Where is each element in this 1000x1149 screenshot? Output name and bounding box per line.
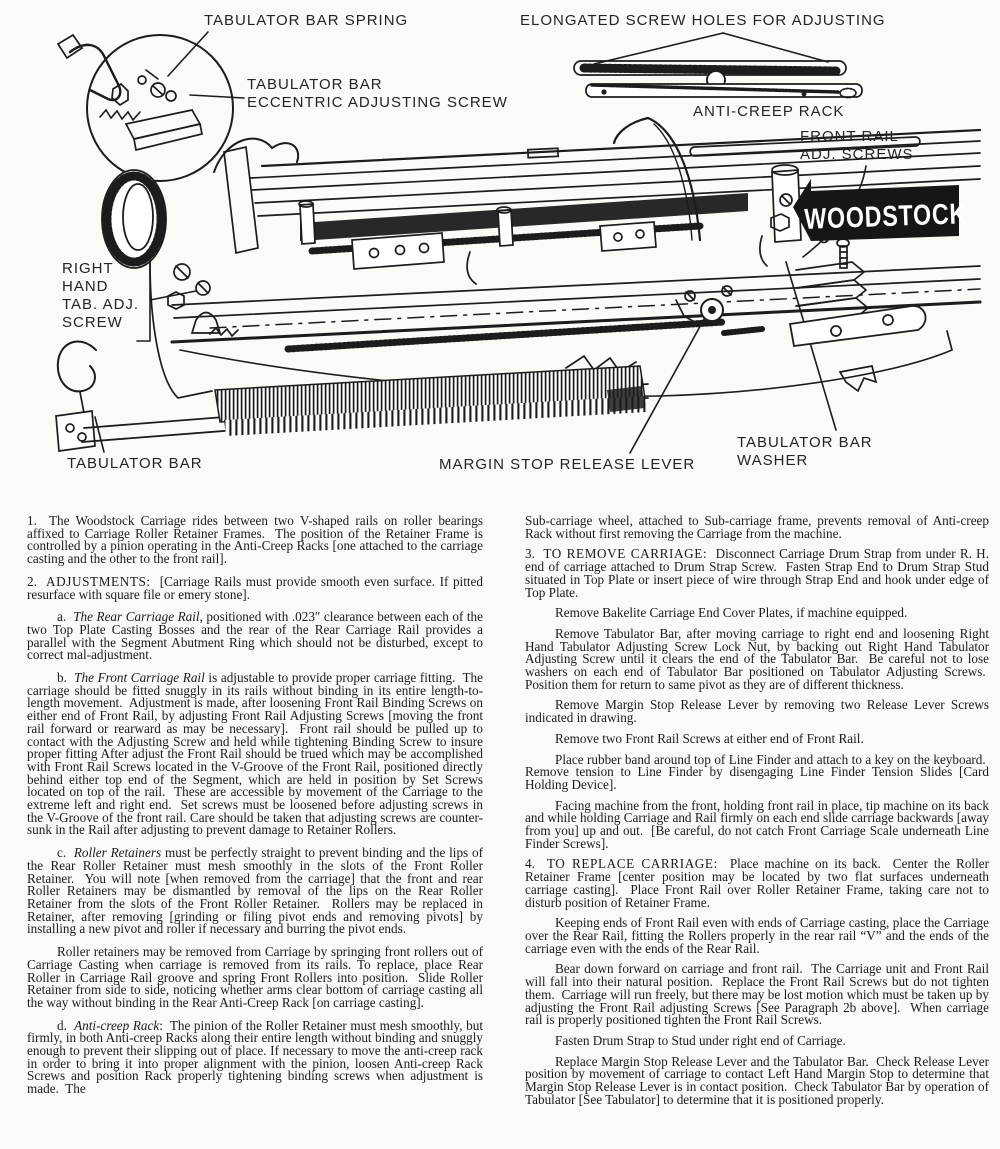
body-text: b. bbox=[57, 670, 75, 686]
paragraph bbox=[27, 573, 483, 602]
body-text: Bear down forward on carriage and front rail. The Carriage unit and Front Rail will fall into their natural position. Replace the Front Rail Screws but do not tighten them. Carriage will run freely, but there may be lost motion which must be taken up by adjusting the Front Rail adjusting Screws [See Paragraph 2b above]. When carriage rail is properly positioned tighten the Front Rail Screws. bbox=[525, 961, 989, 1028]
section-heading: TO REPLACE CARRIAGE: bbox=[546, 856, 718, 872]
paragraph bbox=[525, 1053, 989, 1107]
body-text: Place machine on its back. Center the Roller Retainer Frame [center position may be located by two flat surfaces underneath carriage casting]. Place Front Rail over Roller Retainer Frame, taking care not to disturb position of Retainer Frame. bbox=[525, 856, 989, 910]
label-line: SCREW bbox=[62, 314, 123, 331]
label-line: ECCENTRIC ADJUSTING SCREW bbox=[247, 94, 508, 111]
paragraph bbox=[525, 1032, 989, 1048]
label-line: ADJ. SCREWS bbox=[800, 146, 914, 163]
label-line: WASHER bbox=[737, 452, 809, 469]
paragraph bbox=[525, 699, 989, 724]
label-line: TAB. ADJ. bbox=[62, 296, 140, 313]
body-text: , positioned with .023″ clearance between each of the two Top Plate Casting Bosses and the rear of the Rear Carriage Rail provides a parallel with the Segment Abutment Ring which should not be disturbed, except to correct mal-adjustment. bbox=[27, 609, 483, 663]
paragraph bbox=[27, 611, 483, 662]
italic-term: Roller Retainers bbox=[73, 845, 162, 861]
italic-term: Anti-creep Rack bbox=[74, 1017, 160, 1033]
body-text: Remove two Front Rail Screws at either end of Front Rail. bbox=[555, 730, 864, 746]
body-text: Fasten Drum Strap to Stud under right end of Carriage. bbox=[555, 1032, 846, 1048]
paragraph bbox=[525, 548, 989, 599]
anti-creep-rack-drawing bbox=[574, 61, 862, 98]
label-line: TABULATOR BAR bbox=[247, 76, 383, 93]
body-text: : The pinion of the Roller Retainer must mesh smoothly, but firmly, in both Anti-creep Racks along their entire length without binding and snuggly enough to prevent their slipping out of place. If necessary to move the anti-creep rack in order to bring it into proper alignment with the pinion, loosen Anti-creep Rack Screws and position Rack properly tightening binding screws when adjustment is made. The bbox=[27, 1017, 484, 1097]
body-text: Place rubber band around top of Line Finder and attach to a key on the keyboard. Remove tension to Line Finder by disengaging Line Finder Tension Slides [Card Holding Device]. bbox=[525, 751, 989, 792]
instruction-text bbox=[0, 508, 1000, 1149]
body-text: Remove Bakelite Carriage End Cover Plates, if machine equipped. bbox=[555, 605, 908, 621]
body-text: 4. bbox=[525, 856, 547, 872]
body-text: Disconnect Carriage Drum Strap from under R. H. end of carriage attached to Drum Strap Screw. Fasten Strap End to Drum Strap Stud situated in Top Plate or insert piece of wire through Strap End and hook under edge of Top Plate. bbox=[525, 546, 989, 600]
label-margin-stop-release-lever: MARGIN STOP RELEASE LEVER bbox=[439, 456, 696, 473]
carriage-diagram bbox=[0, 0, 1000, 508]
section-heading: TO REMOVE CARRIAGE: bbox=[543, 546, 708, 562]
label-line: RIGHT bbox=[62, 260, 114, 277]
body-text: c. bbox=[57, 845, 74, 861]
label-anti-creep-rack: ANTI-CREEP RACK bbox=[693, 103, 845, 120]
inset-detail-circle bbox=[58, 35, 233, 181]
label-line: HAND bbox=[62, 278, 109, 295]
paragraph bbox=[525, 917, 989, 955]
label-line: TABULATOR BAR bbox=[737, 434, 873, 451]
paragraph bbox=[27, 1017, 484, 1097]
italic-term: The Front Carriage Rail bbox=[74, 670, 205, 686]
italic-term: The Rear Carriage Rail bbox=[73, 609, 200, 625]
body-text: Keeping ends of Front Rail even with ends of Carriage casting, place the Carriage over the Rear Rail, fitting the Rollers properly in the rear rail “V” and the ends of the carriage even with the ends of the Rear Rail. bbox=[525, 915, 989, 956]
label-line: FRONT RAIL bbox=[800, 128, 899, 145]
left-column bbox=[27, 508, 483, 1149]
label-tabulator-bar-eccentric bbox=[247, 76, 508, 112]
body-text: Facing machine from the front, holding front rail in place, tip machine on its back and while holding Carriage and Rail firmly on each end slide carriage backwards [away from you] up and out. [Be careful, do not catch Front Carriage Scale underneath Line Finder Screws]. bbox=[525, 797, 989, 851]
body-text: 3. bbox=[525, 546, 544, 562]
body-text: a. bbox=[57, 609, 74, 625]
body-text: Remove Tabulator Bar, after moving carriage to right end and loosening Right Hand Tabulator Adjusting Screw Lock Nut, by backing out Right Hand Tabulator Adjusting Screw until it clears the end of the Tabulator Bar. Be careful not to lose washers on each end of Tabulator Bar positioned on Tabulator Adjusting Screws. Position them for return to same pivot as they are of different thickness. bbox=[525, 625, 989, 692]
body-text: [Carriage Rails must provide smooth even surface. If pitted resurface with square file or emery stone]. bbox=[27, 573, 483, 602]
paragraph bbox=[27, 946, 483, 1010]
body-text: d. bbox=[57, 1017, 75, 1033]
label-right-hand-tab-adj-screw bbox=[62, 260, 139, 332]
body-text: Roller retainers may be removed from Carriage by springing front rollers out of Carriage Casting when carriage is removed from its rails. To replace, place Rear Roller in Carriage Rail groove and spring Front Rollers into position. Slide Roller Retainer from side to side, noticing whether arms clear bottom of carriage casting all the way without binding in the Rear Anti-Creep Rack [on carriage casting]. bbox=[27, 944, 483, 1010]
woodstock-brand-label: WOODSTOCK bbox=[803, 196, 968, 236]
body-text: Sub-carriage wheel, attached to Sub-carriage frame, prevents removal of Anti-creep Rack without first removing the Carriage from the machine. bbox=[525, 513, 989, 541]
label-tabulator-bar-washer bbox=[737, 434, 873, 470]
label-elongated-screw-holes: ELONGATED SCREW HOLES FOR ADJUSTING bbox=[520, 12, 886, 29]
machine-body bbox=[56, 118, 980, 451]
paragraph bbox=[525, 625, 989, 692]
margin-rack-comb bbox=[215, 366, 646, 436]
paragraph bbox=[27, 515, 483, 566]
label-front-rail-adj-screws bbox=[800, 128, 914, 164]
paragraph bbox=[525, 797, 989, 851]
body-text: Replace Margin Stop Release Lever and the Tabulator Bar. Check Release Lever position by movement of carriage to contact Left Hand Margin Stop to determine that Margin Stop Release Lever is in contact position. Check Tabulator Bar by operation of Tabulator [See Tabulator] to determine that it is positioned properly. bbox=[525, 1053, 989, 1107]
label-tabulator-bar-spring: TABULATOR BAR SPRING bbox=[204, 12, 409, 29]
paragraph bbox=[525, 963, 989, 1027]
paragraph bbox=[27, 847, 483, 936]
body-text: Remove Margin Stop Release Lever by removing two Release Lever Screws indicated in drawing. bbox=[525, 697, 989, 726]
section-heading: ADJUSTMENTS: bbox=[46, 573, 151, 589]
paragraph bbox=[27, 672, 483, 837]
label-tabulator-bar: TABULATOR BAR bbox=[67, 455, 203, 472]
paragraph bbox=[525, 515, 989, 540]
platen-knob bbox=[102, 170, 166, 268]
right-column bbox=[525, 508, 989, 1149]
body-text: is adjustable to provide proper carriage fitting. The carriage should be fitted snuggly in its rails without binding in its entire length-to-length movement. Adjustment is made, after loosening Front Rail Binding Screws on either end of Front Rail, by adjusting Front Rail Adjusting Screws [moving the front rail forward or rearward as may be necessary]. Front rail should be pulled up to contact with the Adjusting Screw and held while tightening Binding Screw to insure proper fitting After adjust the Front Rail should be trued which may be accomplished with Front Rail Screws located in the V-Groove of the Front Rail, positioned directly behind either top end of the Segment, which are held in position by Set Screws located on top of the rail. These are accessible by movement of the Carriage to the extreme left and right end. Set screws must be loosened before adjusting screws in the V-Groove of the front rail. Care should be taken that adjusting screws are counter-sunk in the Rail after adjusting to prevent damage to Retainer Rollers. bbox=[27, 670, 483, 838]
paragraph bbox=[525, 751, 989, 792]
body-text: 2. bbox=[27, 573, 47, 589]
body-text: must be perfectly straight to prevent binding and the lips of the Rear Roller Retainer must mesh smoothly in the slots of the Front Roller Retainer. You will note [when removed from the carriage] that the front and rear Roller Retainers may be dismantled by removal of the lips on the Rear Roller Retainer from the slots of the Front Roller Retainer. Rollers may be replaced in Retainer, after removing [grinding or filing pivot ends and removing pivots] by installing a new pivot and roller if necessary and burring the pivot ends. bbox=[27, 845, 483, 937]
body-text: 1. The Woodstock Carriage rides between two V-shaped rails on roller bearings affixed to Carriage Roller Retainer Frames. The position of the Retainer Frame is controlled by a pinion operating in the Anti-Creep Racks [one attached to the carriage casting and the other to the front rail]. bbox=[27, 513, 483, 567]
paragraph bbox=[525, 607, 989, 620]
paragraph bbox=[525, 730, 989, 746]
paragraph bbox=[525, 858, 989, 909]
